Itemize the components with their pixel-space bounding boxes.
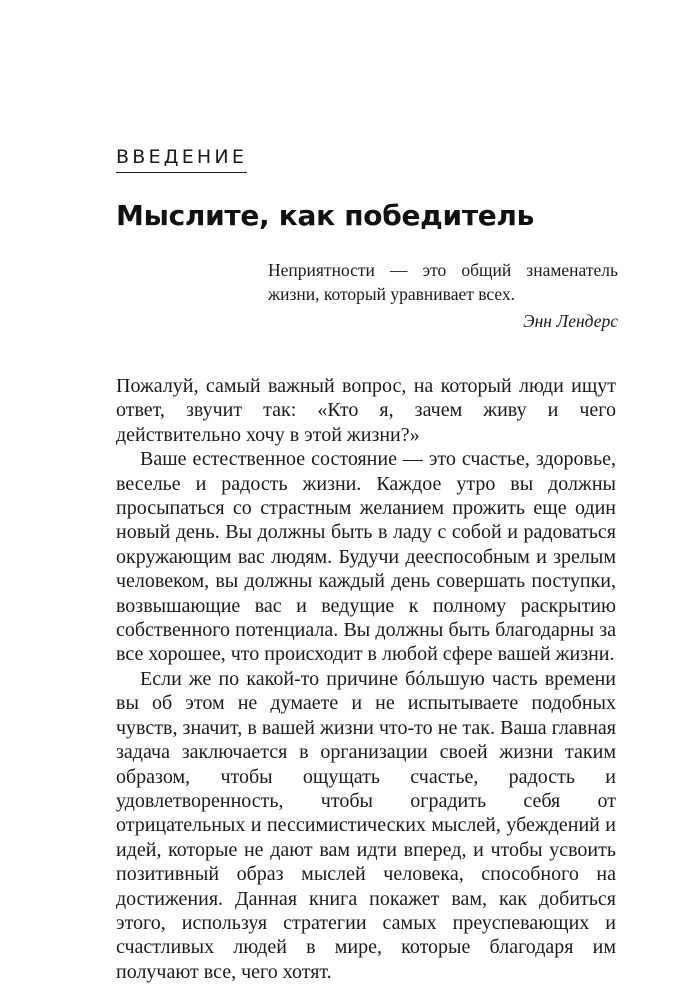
epigraph-quote: Неприятности — это общий знаменатель жизни, который уравнивает всех. bbox=[268, 260, 618, 304]
paragraph-1: Пожалуй, самый важный вопрос, на который люди ищут ответ, звучит так: «Кто я, зачем живу и чего действительно хочу в этой жизни?» bbox=[116, 375, 616, 446]
section-label: ВВЕДЕНИЕ bbox=[116, 146, 247, 173]
chapter-title: Мыслите, как победитель bbox=[116, 199, 535, 232]
epigraph bbox=[268, 258, 618, 333]
body-text bbox=[116, 374, 616, 984]
paragraph-2: Ваше естественное состояние — это счастье, здоровье, веселье и радость жизни. Каждое утро вы должны просыпаться со страстным желанием прожить еще один новый день. Вы должны быть в ладу с собой и радоваться окружающим вас людям. Будучи дееспособным и зрелым человеком, вы должны каждый день совершать поступки, возвышающие вас и ведущие к полному раскрытию собственного потенциала. Вы должны быть благодарны за все хорошее, что происходит в любой сфере вашей жизни. bbox=[116, 448, 616, 666]
epigraph-author: Энн Лендерс bbox=[523, 311, 618, 331]
paragraph-3: Если же по какой-то причине бóльшую часть времени вы об этом не думаете и не испытываете подобных чувств, значит, в вашей жизни что-то не так. Ваша главная задача заключается в организации своей жизни таким образом, чтобы ощущать счастье, радость и удовлетворенность, чтобы оградить себя от отрицательных и пессимистических мыслей, убеждений и идей, которые не дают вам идти вперед, и чтобы усвоить позитивный образ мыслей человека, способного на достижения. Данная книга покажет вам, как добиться этого, используя стратегии самых преуспевающих и счастливых людей в мире, которые благодаря им получают все, чего хотят. bbox=[116, 667, 616, 983]
